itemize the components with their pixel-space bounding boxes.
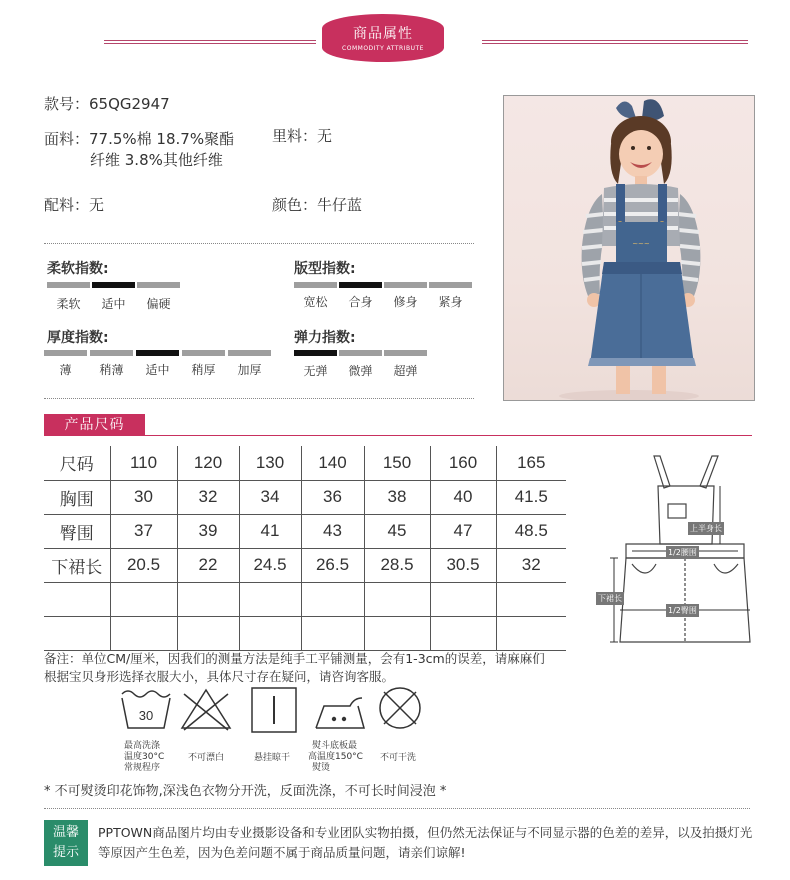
lining: 里料：无 bbox=[272, 127, 333, 145]
size-cell bbox=[301, 582, 364, 616]
thickness-option-2: 稍薄 bbox=[99, 363, 124, 377]
care-warning: * 不可熨烫印花饰物,深浅色衣物分开洗，反面洗涤，不可长时间浸泡 * bbox=[44, 784, 447, 799]
fit-title: 版型指数: bbox=[294, 261, 356, 277]
child-denim-illustration bbox=[504, 96, 755, 401]
tip-badge-line1: 温馨 bbox=[52, 825, 79, 840]
wash-label-3: 常规程序 bbox=[124, 763, 161, 773]
thickness-option-4: 稍厚 bbox=[191, 363, 216, 377]
no-bleach-icon bbox=[176, 684, 236, 736]
thickness-bar-5 bbox=[228, 350, 271, 356]
size-cell: 45 bbox=[364, 514, 430, 548]
accessory: 配料：无 bbox=[44, 196, 105, 214]
divider-dotted-1 bbox=[44, 243, 474, 244]
size-cell: 39 bbox=[177, 514, 239, 548]
product-photo bbox=[503, 95, 755, 401]
header-rule-left bbox=[104, 40, 316, 44]
size-row-header bbox=[44, 616, 110, 650]
tip-text bbox=[98, 823, 758, 863]
size-row-header: 胸围 bbox=[44, 480, 110, 514]
thickness-bar-1 bbox=[44, 350, 87, 356]
tip-line2: 等原因产生色差，因为色差问题不属于商品质量问题，请亲们谅解! bbox=[98, 845, 466, 860]
size-cell: 32 bbox=[496, 548, 566, 582]
softness-bar-1 bbox=[47, 282, 90, 288]
no-bleach-label: 不可漂白 bbox=[188, 753, 225, 763]
fit-option-1: 宽松 bbox=[303, 295, 328, 309]
size-cell bbox=[301, 616, 364, 650]
size-cell: 26.5 bbox=[301, 548, 364, 582]
size-cell bbox=[364, 616, 430, 650]
size-cell: 47 bbox=[430, 514, 496, 548]
header-badge bbox=[322, 14, 444, 62]
size-row-header: 臀围 bbox=[44, 514, 110, 548]
tip-badge bbox=[44, 820, 88, 866]
wash-label-2: 温度30°C bbox=[124, 752, 165, 762]
svg-text:~~~: ~~~ bbox=[632, 240, 650, 248]
size-row-header: 下裙长 bbox=[44, 548, 110, 582]
divider-dotted-3 bbox=[44, 808, 750, 809]
size-cell: 30.5 bbox=[430, 548, 496, 582]
header-title: 商品属性 bbox=[353, 26, 413, 42]
tip-line1: PPTOWN商品图片均由专业摄影设备和专业团队实物拍摄，但仍然无法保证与不同显示器的色差的差异，以及拍摄灯光 bbox=[98, 825, 753, 840]
no-dryclean-icon bbox=[370, 684, 430, 736]
size-cell: 41.5 bbox=[496, 480, 566, 514]
softness-option-1: 柔软 bbox=[56, 297, 81, 311]
note-line2: 根据宝贝身形选择衣服大小，具体尺寸存在疑问，请咨询客服。 bbox=[44, 669, 395, 684]
size-cell bbox=[496, 582, 566, 616]
wash-label-1: 最高洗涤 bbox=[124, 741, 161, 751]
fit-option-4: 紧身 bbox=[438, 295, 463, 309]
elasticity-option-3: 超弹 bbox=[393, 364, 418, 378]
elasticity-bar-2 bbox=[339, 350, 382, 356]
diagram-label-upper: 上半身长 bbox=[690, 524, 722, 533]
size-section-rule bbox=[44, 435, 752, 436]
thickness-bar-4 bbox=[182, 350, 225, 356]
size-cell: 160 bbox=[430, 446, 496, 480]
size-table-row bbox=[44, 446, 566, 480]
size-cell: 43 bbox=[301, 514, 364, 548]
size-cell: 48.5 bbox=[496, 514, 566, 548]
softness-bar-2 bbox=[92, 282, 135, 288]
size-cell: 24.5 bbox=[239, 548, 301, 582]
size-cell: 37 bbox=[110, 514, 177, 548]
iron-label-2: 高温度150°C bbox=[308, 752, 363, 762]
size-cell: 38 bbox=[364, 480, 430, 514]
diagram-label-skirt: 下裙长 bbox=[598, 594, 622, 603]
fabric-line1: 面料：77.5%棉 18.7%聚酯 bbox=[44, 130, 235, 148]
softness-title: 柔软指数: bbox=[47, 261, 109, 277]
thickness-title: 厚度指数: bbox=[47, 330, 109, 346]
size-cell: 32 bbox=[177, 480, 239, 514]
size-cell bbox=[364, 582, 430, 616]
softness-option-3: 偏硬 bbox=[146, 297, 171, 311]
size-cell: 30 bbox=[110, 480, 177, 514]
diagram-label-hip: 1/2臀围 bbox=[668, 606, 697, 615]
size-row-header: 尺码 bbox=[44, 446, 110, 480]
thickness-option-3: 适中 bbox=[145, 363, 170, 377]
size-cell: 140 bbox=[301, 446, 364, 480]
color: 颜色：牛仔蓝 bbox=[272, 196, 363, 214]
no-dryclean-label: 不可干洗 bbox=[380, 753, 417, 763]
elasticity-title: 弹力指数: bbox=[294, 330, 356, 346]
size-table-row bbox=[44, 582, 566, 616]
iron-label-3: 熨烫 bbox=[312, 763, 331, 773]
size-cell: 40 bbox=[430, 480, 496, 514]
size-cell: 22 bbox=[177, 548, 239, 582]
fabric-line2: 纤维 3.8%其他纤维 bbox=[90, 151, 223, 169]
size-table-row bbox=[44, 616, 566, 650]
size-cell bbox=[177, 616, 239, 650]
size-table-row bbox=[44, 514, 566, 548]
size-table-row bbox=[44, 480, 566, 514]
size-cell bbox=[239, 616, 301, 650]
size-cell bbox=[110, 582, 177, 616]
size-cell: 41 bbox=[239, 514, 301, 548]
softness-bar-3 bbox=[137, 282, 180, 288]
thickness-option-5: 加厚 bbox=[237, 363, 262, 377]
softness-option-2: 适中 bbox=[101, 297, 126, 311]
size-cell: 28.5 bbox=[364, 548, 430, 582]
size-cell: 120 bbox=[177, 446, 239, 480]
size-cell: 110 bbox=[110, 446, 177, 480]
hang-dry-icon bbox=[244, 684, 304, 736]
thickness-option-1: 薄 bbox=[59, 363, 72, 377]
elasticity-bar-1 bbox=[294, 350, 337, 356]
divider-dotted-2 bbox=[44, 398, 474, 399]
fit-bar-2 bbox=[339, 282, 382, 288]
size-cell bbox=[430, 616, 496, 650]
size-section-title: 产品尺码 bbox=[44, 414, 145, 436]
fit-bar-4 bbox=[429, 282, 472, 288]
header-subtitle: COMMODITY ATTRIBUTE bbox=[342, 45, 424, 52]
garment-diagram bbox=[596, 452, 756, 648]
size-cell: 165 bbox=[496, 446, 566, 480]
elasticity-option-1: 无弹 bbox=[303, 364, 328, 378]
size-cell bbox=[239, 582, 301, 616]
iron-label-1: 熨斗底板最 bbox=[312, 741, 358, 751]
hang-dry-label: 悬挂晾干 bbox=[254, 753, 291, 763]
iron-150-icon bbox=[310, 684, 370, 736]
header-rule-right bbox=[482, 40, 748, 44]
thickness-bar-2 bbox=[90, 350, 133, 356]
size-cell bbox=[110, 616, 177, 650]
style-number: 款号：65QG2947 bbox=[44, 95, 170, 113]
elasticity-bar-3 bbox=[384, 350, 427, 356]
fit-option-2: 合身 bbox=[348, 295, 373, 309]
note-line1: 备注：单位CM/厘米，因我们的测量方法是纯手工平铺测量，会有1-3cm的误差，请麻麻们 bbox=[44, 651, 545, 666]
size-row-header bbox=[44, 582, 110, 616]
size-cell bbox=[496, 616, 566, 650]
elasticity-option-2: 微弹 bbox=[348, 364, 373, 378]
tip-badge-line2: 提示 bbox=[52, 845, 79, 860]
size-cell: 150 bbox=[364, 446, 430, 480]
thickness-bar-3 bbox=[136, 350, 179, 356]
fit-bar-1 bbox=[294, 282, 337, 288]
size-cell: 130 bbox=[239, 446, 301, 480]
fit-bar-3 bbox=[384, 282, 427, 288]
size-table-row bbox=[44, 548, 566, 582]
svg-text:30: 30 bbox=[138, 708, 154, 723]
size-cell: 36 bbox=[301, 480, 364, 514]
diagram-label-waist: 1/2腰围 bbox=[668, 548, 697, 557]
size-cell: 34 bbox=[239, 480, 301, 514]
size-table bbox=[44, 446, 566, 651]
wash-30-icon bbox=[116, 684, 176, 736]
size-cell: 20.5 bbox=[110, 548, 177, 582]
size-cell bbox=[177, 582, 239, 616]
size-cell bbox=[430, 582, 496, 616]
fit-option-3: 修身 bbox=[393, 295, 418, 309]
